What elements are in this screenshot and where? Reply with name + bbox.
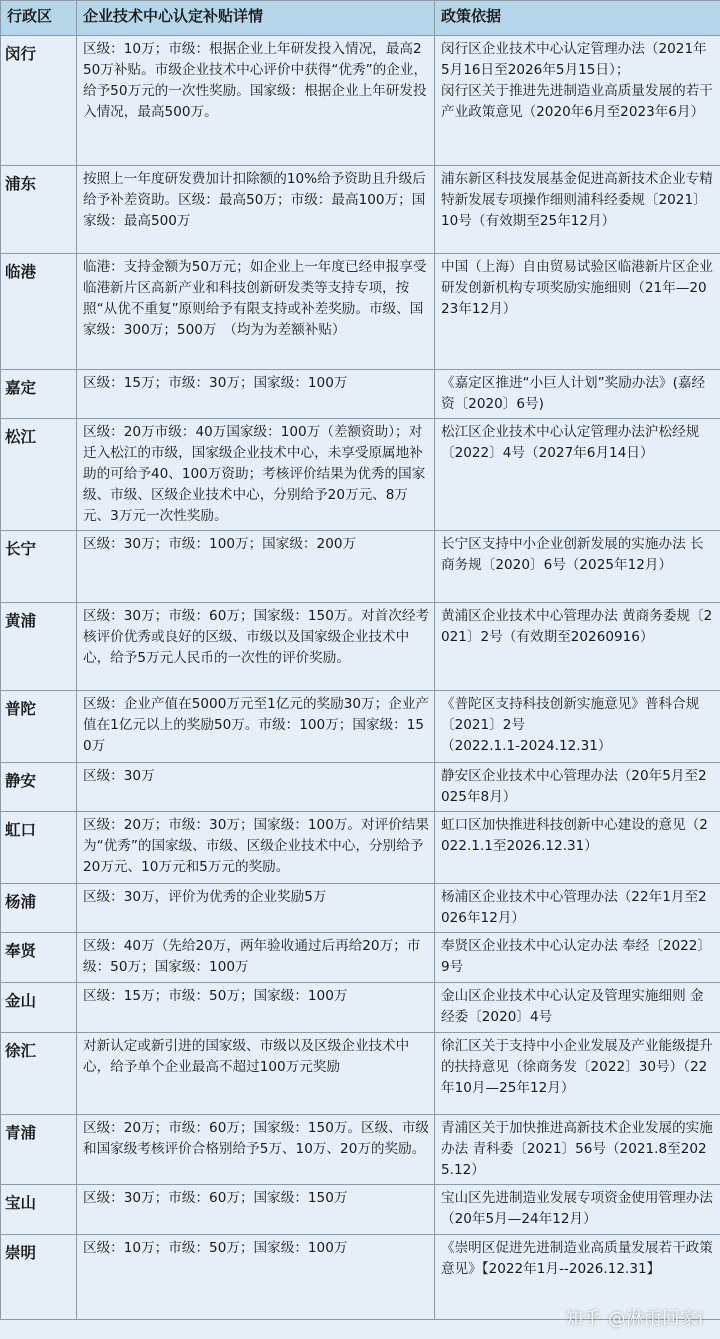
region-cell: 徐汇 <box>1 1033 77 1115</box>
table-row <box>1 1185 720 1235</box>
basis-cell: 长宁区支持中小企业创新发展的实施办法 长商务规〔2020〕6号（2025年12月） <box>435 531 720 603</box>
table-row <box>1 1115 720 1185</box>
detail-cell: 区级：40万（先给20万，两年验收通过后再给20万；市级：50万；国家级：100万 <box>77 933 435 983</box>
basis-cell: 《崇明区促进先进制造业高质量发展若干政策意见》【2022年1月--2026.12.31】 <box>435 1235 720 1320</box>
table-row <box>1 691 720 763</box>
region-cell: 虹口 <box>1 812 77 884</box>
region-cell: 青浦 <box>1 1115 77 1185</box>
region-cell: 静安 <box>1 763 77 812</box>
basis-cell: 徐汇区关于支持中小企业发展及产业能级提升的扶持意见（徐商务发〔2022〕30号）（22年10月—25年12月） <box>435 1033 720 1115</box>
detail-cell: 区级：20万市级：40万国家级：100万（差额资助）；对迁入松江的市级，国家级企业技术中心，未享受原属地补助的可给予40、100万资助；考核评价结果为优秀的国家级、市级、区级企业技术中心，分别给予20万元、8万元、3万元一次性奖励。 <box>77 419 435 531</box>
basis-cell: 奉贤区企业技术中心认定办法 奉经〔2022〕9号 <box>435 933 720 983</box>
region-cell: 黄浦 <box>1 603 77 691</box>
region-cell: 金山 <box>1 983 77 1033</box>
table-row <box>1 531 720 603</box>
detail-cell: 区级：20万；市级：30万；国家级：100万。对评价结果为“优秀”的国家级、市级、区级企业技术中心，分别给予20万元、10万元和5万元的奖励。 <box>77 812 435 884</box>
region-cell: 松江 <box>1 419 77 531</box>
basis-cell: 中国（上海）自由贸易试验区临港新片区企业研发创新机构专项奖励实施细则（21年—2023年12月） <box>435 254 720 370</box>
region-cell: 长宁 <box>1 531 77 603</box>
table-row <box>1 370 720 419</box>
watermark: 知乎 @淋雨回家i <box>565 1309 704 1329</box>
detail-cell: 按照上一年度研发费加计扣除额的10%给予资助且升级后给予补差资助。区级：最高50万；市级：最高100万；国家级：最高500万 <box>77 166 435 254</box>
region-cell: 宝山 <box>1 1185 77 1235</box>
table-row <box>1 166 720 254</box>
basis-cell: 《嘉定区推进“小巨人计划”奖励办法》(嘉经资〔2020〕6号) <box>435 370 720 419</box>
detail-cell: 区级：20万；市级：60万；国家级：150万。区级、市级和国家级考核评价合格别给予5万、10万、20万的奖励。 <box>77 1115 435 1185</box>
basis-cell: 青浦区关于加快推进高新技术企业发展的实施办法 青科委〔2021〕56号（2021.8至2025.12） <box>435 1115 720 1185</box>
detail-cell: 区级：30万；市级：60万；国家级：150万。对首次经考核评价优秀或良好的区级、市级以及国家级企业技术中心，给予5万元人民币的一次性的评价奖励。 <box>77 603 435 691</box>
detail-cell: 区级：15万；市级：50万；国家级：100万 <box>77 983 435 1033</box>
basis-cell: 静安区企业技术中心管理办法（20年5月至2025年8月） <box>435 763 720 812</box>
detail-cell: 区级：30万 <box>77 763 435 812</box>
basis-cell: 浦东新区科技发展基金促进高新技术企业专精特新发展专项操作细则浦科经委规〔2021〕10号（有效期至25年12月） <box>435 166 720 254</box>
table-row <box>1 812 720 884</box>
header-basis: 政策依据 <box>435 1 720 36</box>
table-row <box>1 254 720 370</box>
table-row <box>1 884 720 933</box>
table-row <box>1 603 720 691</box>
header-row <box>1 1 720 36</box>
detail-cell: 区级：30万，评价为优秀的企业奖励5万 <box>77 884 435 933</box>
table-row <box>1 933 720 983</box>
detail-cell: 临港：支持金额为50万元；如企业上一年度已经申报享受临港新片区高新产业和科技创新研发类等支持专项，按照“从优不重复”原则给予有限支持或补差奖励。市级、国家级：300万；500万 （均为为差额补贴） <box>77 254 435 370</box>
region-cell: 闵行 <box>1 36 77 166</box>
basis-cell: 黄浦区企业技术中心管理办法 黄商务委规〔2021〕2号（有效期至20260916） <box>435 603 720 691</box>
table-row <box>1 983 720 1033</box>
header-region: 行政区 <box>1 1 77 36</box>
table-row <box>1 1033 720 1115</box>
detail-cell: 区级：30万；市级：60万；国家级：150万 <box>77 1185 435 1235</box>
basis-cell: 闵行区企业技术中心认定管理办法（2021年5月16日至2026年5月15日）； 闵行区关于推进先进制造业高质量发展的若干产业政策意见（2020年6月至2023年6月） <box>435 36 720 166</box>
table-row <box>1 36 720 166</box>
region-cell: 嘉定 <box>1 370 77 419</box>
region-cell: 杨浦 <box>1 884 77 933</box>
basis-cell: 松江区企业技术中心认定管理办法沪松经规〔2022〕4号（2027年6月14日） <box>435 419 720 531</box>
region-cell: 奉贤 <box>1 933 77 983</box>
basis-cell: 宝山区先进制造业发展专项资金使用管理办法（20年5月—24年12月） <box>435 1185 720 1235</box>
detail-cell: 区级：30万；市级：100万；国家级：200万 <box>77 531 435 603</box>
detail-cell: 区级：10万；市级：50万；国家级：100万 <box>77 1235 435 1320</box>
basis-cell: 《普陀区支持科技创新实施意见》普科合规〔2021〕2号 （2022.1.1-2024.12.31） <box>435 691 720 763</box>
detail-cell: 区级：15万；市级：30万；国家级：100万 <box>77 370 435 419</box>
basis-cell: 金山区企业技术中心认定及管理实施细则 金经委〔2020〕4号 <box>435 983 720 1033</box>
basis-cell: 杨浦区企业技术中心管理办法（22年1月至2026年12月） <box>435 884 720 933</box>
basis-cell: 虹口区加快推进科技创新中心建设的意见（2022.1.1至2026.12.31） <box>435 812 720 884</box>
detail-cell: 区级：10万；市级：根据企业上年研发投入情况，最高250万补贴。市级企业技术中心评价中获得“优秀”的企业，给予50万元的一次性奖励。国家级：根据企业上年研发投入情况，最高500万。 <box>77 36 435 166</box>
region-cell: 崇明 <box>1 1235 77 1320</box>
header-detail: 企业技术中心认定补贴详情 <box>77 1 435 36</box>
detail-cell: 对新认定或新引进的国家级、市级以及区级企业技术中心，给予单个企业最高不超过100万元奖励 <box>77 1033 435 1115</box>
region-cell: 浦东 <box>1 166 77 254</box>
region-cell: 临港 <box>1 254 77 370</box>
table-row <box>1 763 720 812</box>
detail-cell: 区级：企业产值在5000万元至1亿元的奖励30万；企业产值在1亿元以上的奖励50万。市级：100万；国家级：150万 <box>77 691 435 763</box>
table-row <box>1 419 720 531</box>
region-cell: 普陀 <box>1 691 77 763</box>
